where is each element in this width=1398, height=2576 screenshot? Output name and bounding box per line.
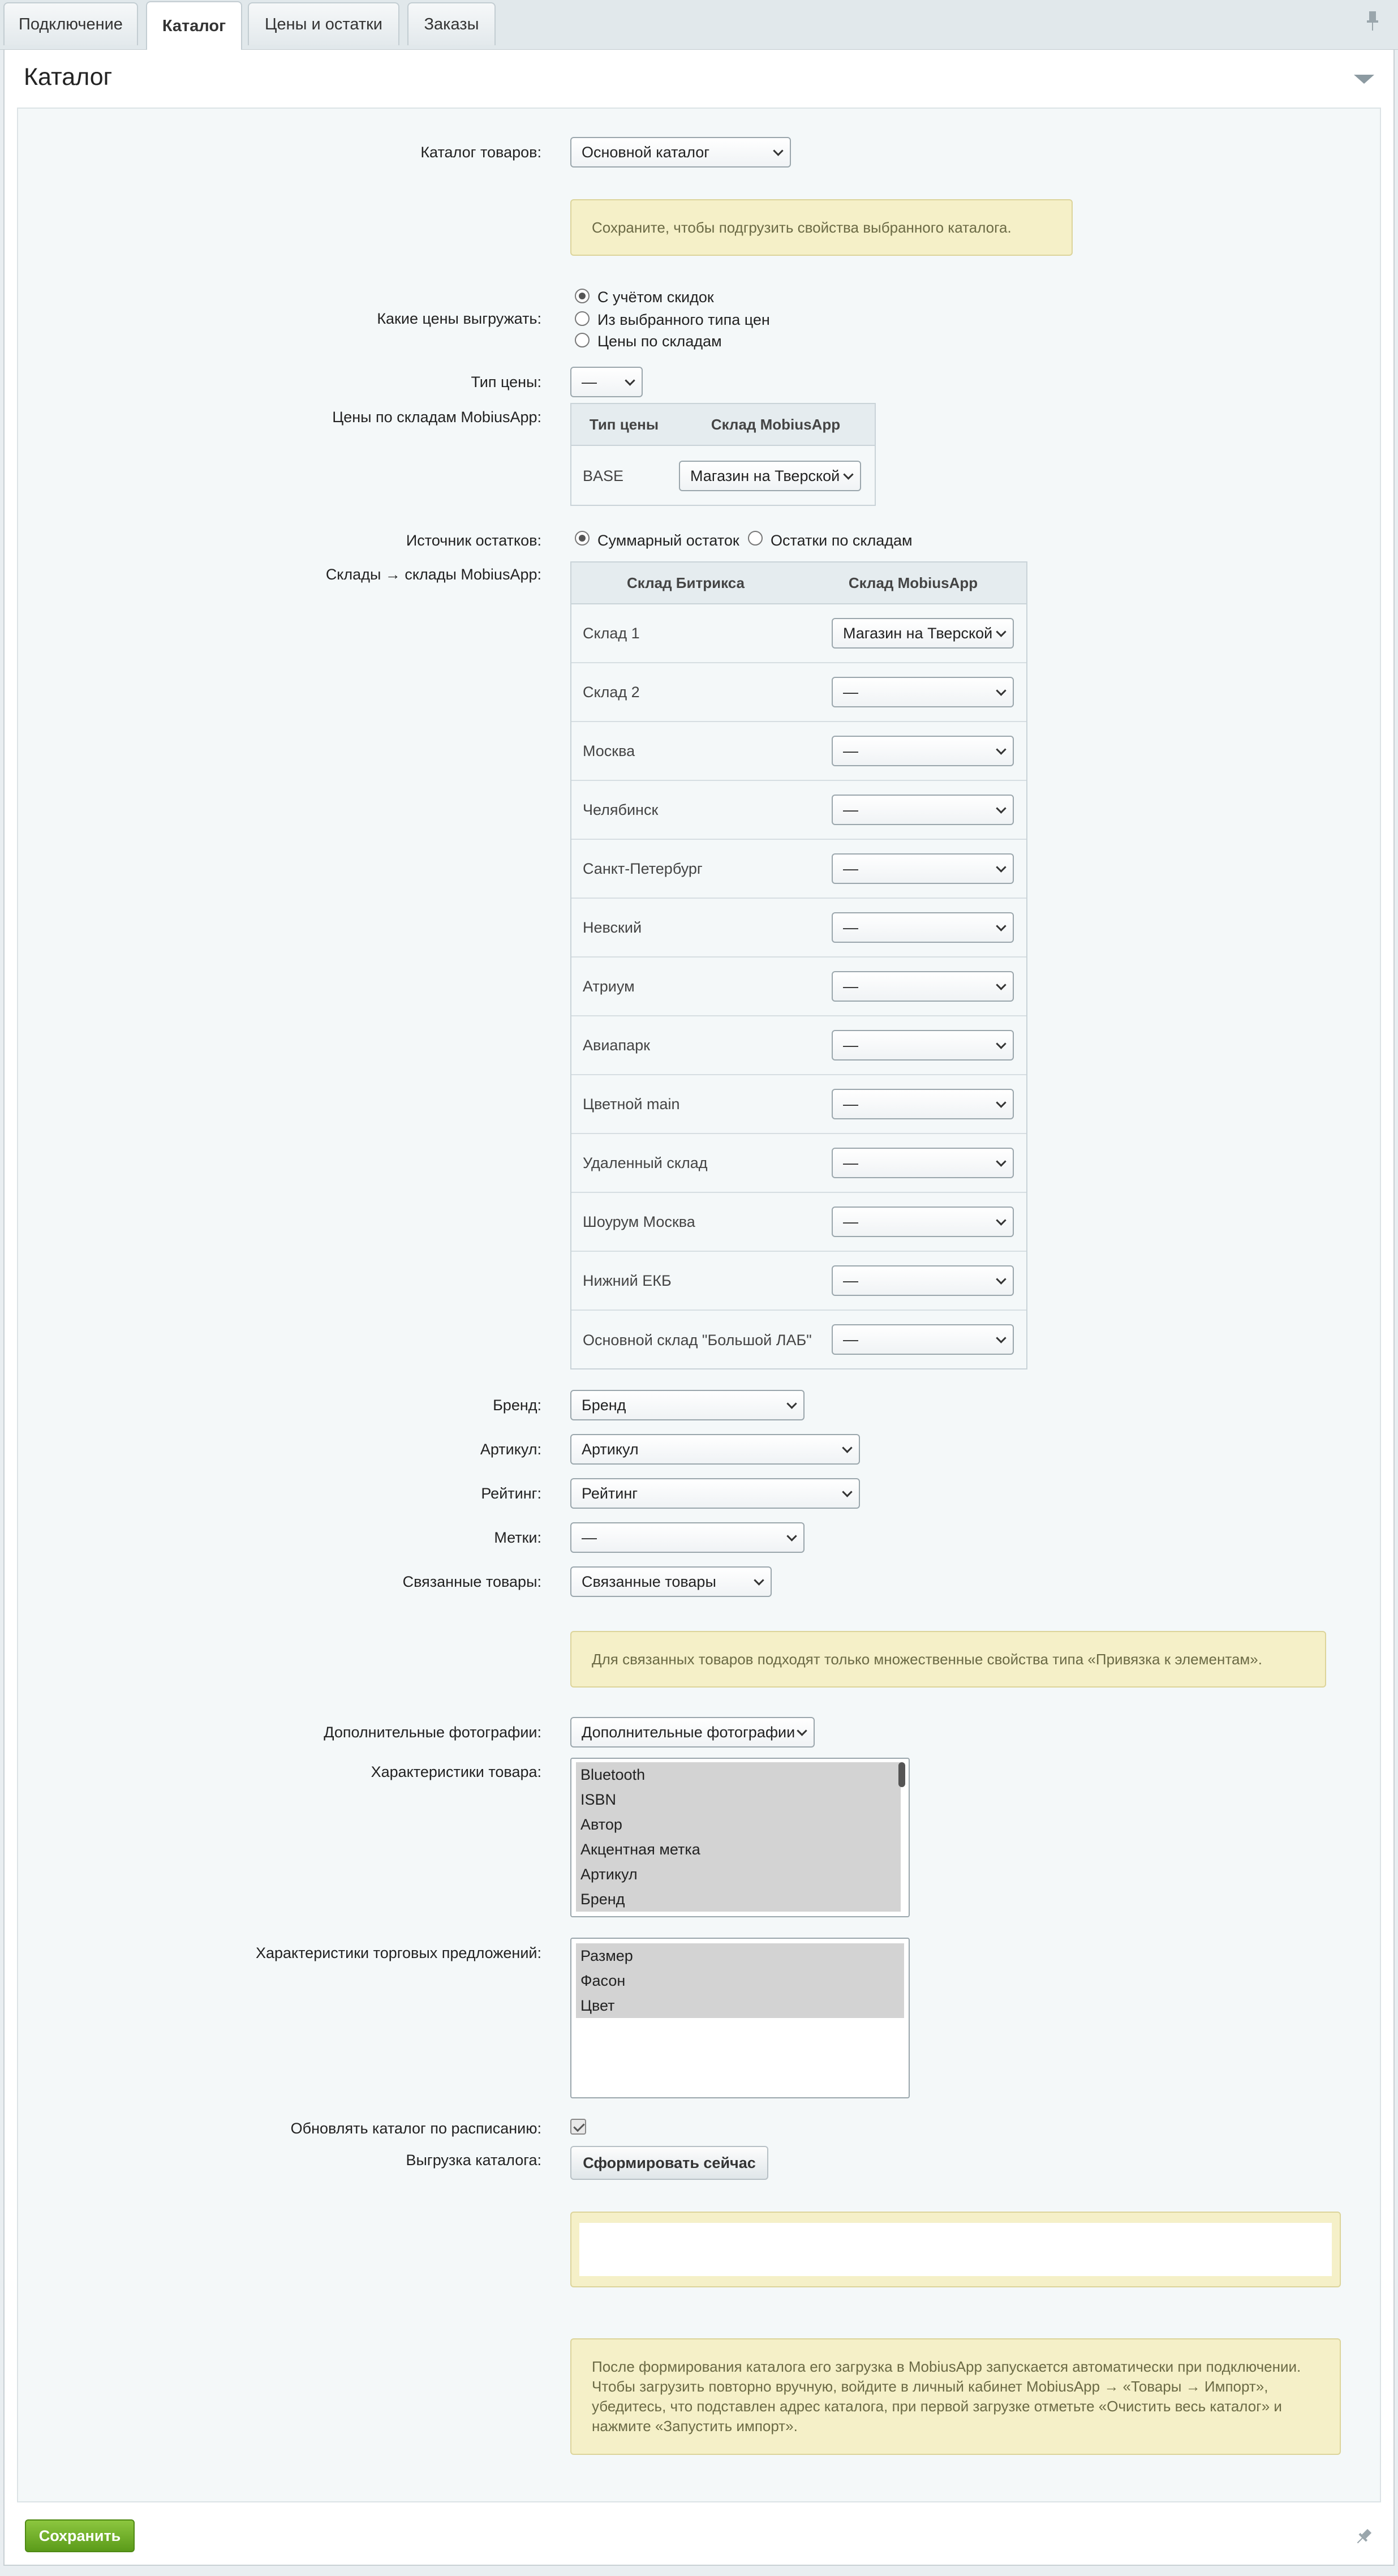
tab-label: Заказы (424, 15, 479, 33)
table-row (571, 958, 1026, 1016)
pin-icon[interactable] (1354, 2527, 1373, 2547)
prices-radio-discount[interactable] (575, 289, 590, 303)
warehouse-name: Удаленный склад (583, 1154, 708, 1171)
warehouse-select[interactable]: — (832, 853, 1014, 884)
column-header: Склад Битрикса (627, 574, 745, 591)
catalog-card (3, 50, 1395, 2566)
prices-option-type: Из выбранного типа цен (597, 311, 770, 328)
settings-panel (17, 108, 1381, 2502)
table-row (571, 604, 1026, 663)
listbox-option[interactable]: Бренд (576, 1887, 901, 1912)
store-prices-table (570, 403, 876, 506)
table-row (571, 1311, 1026, 1369)
catalog-select[interactable]: Основной каталог (570, 137, 791, 168)
stock-radio-total[interactable] (575, 531, 590, 546)
tab-label: Цены и остатки (265, 15, 382, 33)
related-note: Для связанных товаров подходят только множественные свойства типа «Привязка к элементам». (570, 1631, 1326, 1688)
warehouse-name: Склад 1 (583, 624, 640, 642)
related-label: Связанные товары: (402, 1573, 541, 1590)
export-label: Выгрузка каталога: (406, 2152, 541, 2169)
stock-option-total: Суммарный остаток (597, 532, 739, 549)
table-row (571, 446, 875, 506)
prices-radio-type[interactable] (575, 311, 590, 326)
warehouse-name: Авиапарк (583, 1036, 650, 1054)
warehouse-select[interactable]: — (832, 971, 1014, 1002)
warehouse-select[interactable]: — (832, 1089, 1014, 1119)
column-header: Склад MobiusApp (848, 574, 978, 591)
offer-props-listbox[interactable] (570, 1938, 910, 2098)
export-note: После формирования каталога его загрузка в MobiusApp запускается автоматически при подключении. Чтобы загрузить повторно вручную, войдите в личный кабинет MobiusApp → «Товары → Импорт», убедитесь, что подставлен адрес каталога, при первой загрузке отметьте «Очистить весь каталог» и нажмите «Запустить импорт». (570, 2338, 1341, 2455)
catalog-label: Каталог товаров: (420, 144, 541, 161)
warehouse-name: Невский (583, 918, 642, 936)
warehouse-select[interactable]: — (832, 1030, 1014, 1061)
table-row (571, 722, 1026, 781)
tab-orders[interactable] (407, 2, 496, 45)
price-type-select[interactable]: — (570, 367, 643, 397)
store-select[interactable]: Магазин на Тверской (679, 461, 861, 491)
pin-icon[interactable] (1364, 10, 1381, 33)
prices-option-stores: Цены по складам (597, 333, 722, 350)
listbox-option[interactable]: Цвет (576, 1993, 904, 2018)
tab-label: Подключение (19, 15, 123, 33)
stock-source-label: Источник остатков: (406, 532, 541, 549)
table-row (571, 1252, 1026, 1311)
column-header: Склад MobiusApp (711, 415, 841, 433)
warehouse-name: Цветной main (583, 1095, 680, 1113)
warehouse-name: Шоурум Москва (583, 1213, 695, 1230)
generate-now-button[interactable]: Сформировать сейчас (570, 2146, 768, 2180)
tags-label: Метки: (494, 1529, 541, 1546)
rating-label: Рейтинг: (481, 1485, 541, 1502)
warehouse-name: Основной склад "Большой ЛАБ" (583, 1331, 812, 1349)
export-progress (570, 2212, 1341, 2287)
tab-label: Каталог (162, 16, 226, 35)
table-row (571, 1193, 1026, 1252)
brand-label: Бренд: (493, 1397, 541, 1414)
listbox-option[interactable]: Акцентная метка (576, 1837, 901, 1862)
listbox-option[interactable]: Фасон (576, 1968, 904, 1993)
article-label: Артикул: (480, 1441, 541, 1458)
table-row (571, 1075, 1026, 1134)
save-button[interactable]: Сохранить (25, 2519, 135, 2552)
related-select[interactable]: Связанные товары (570, 1566, 772, 1597)
tab-catalog[interactable] (146, 1, 242, 50)
schedule-label: Обновлять каталог по расписанию: (290, 2120, 541, 2137)
warehouse-select[interactable]: — (832, 1207, 1014, 1237)
tab-prices-stock[interactable] (248, 2, 399, 45)
warehouse-name: Склад 2 (583, 683, 640, 701)
warehouse-name: Атриум (583, 977, 635, 995)
warehouses-table (570, 561, 1027, 1369)
page-title: Каталог (24, 63, 113, 91)
warehouse-select[interactable]: Магазин на Тверской (832, 618, 1014, 649)
catalog-note: Сохраните, чтобы подгрузить свойства выбранного каталога. (570, 199, 1073, 256)
prices-radio-stores[interactable] (575, 333, 590, 347)
table-row (571, 781, 1026, 840)
prices-option-discount: С учётом скидок (597, 289, 714, 306)
warehouse-select[interactable]: — (832, 795, 1014, 825)
stock-radio-stores[interactable] (748, 531, 763, 546)
table-row (571, 663, 1026, 722)
tab-bar (0, 0, 1398, 50)
warehouse-name: Москва (583, 742, 635, 759)
scrollbar[interactable] (898, 1762, 905, 1787)
listbox-option[interactable]: ISBN (576, 1787, 901, 1812)
stock-option-stores: Остатки по складам (771, 532, 913, 549)
offer-props-label: Характеристики торговых предложений: (255, 1944, 541, 1961)
warehouse-select[interactable]: — (832, 677, 1014, 707)
product-props-label: Характеристики товара: (371, 1763, 541, 1780)
column-header: Тип цены (589, 415, 659, 433)
tags-select[interactable]: — (570, 1522, 805, 1553)
table-row (571, 1016, 1026, 1075)
collapse-arrow-icon[interactable] (1354, 75, 1374, 84)
table-row (571, 1134, 1026, 1193)
warehouse-name: Санкт-Петербург (583, 860, 703, 877)
table-header (571, 404, 875, 446)
brand-select[interactable]: Бренд (570, 1390, 805, 1420)
photos-label: Дополнительные фотографии: (324, 1724, 541, 1741)
schedule-checkbox[interactable] (570, 2119, 586, 2135)
listbox-option[interactable]: Размер (576, 1943, 904, 1968)
progress-area (579, 2223, 1332, 2276)
product-props-listbox[interactable] (570, 1758, 910, 1917)
photos-select[interactable]: Дополнительные фотографии (570, 1717, 815, 1748)
article-select[interactable]: Артикул (570, 1434, 860, 1465)
rating-select[interactable]: Рейтинг (570, 1478, 860, 1509)
warehouse-select[interactable]: — (832, 1324, 1014, 1355)
store-prices-label: Цены по складам MobiusApp: (332, 409, 541, 426)
warehouse-select[interactable]: — (832, 1265, 1014, 1296)
warehouse-select[interactable]: — (832, 736, 1014, 766)
table-row (571, 840, 1026, 899)
listbox-option[interactable]: Артикул (576, 1862, 901, 1887)
table-row (571, 899, 1026, 958)
prices-label: Какие цены выгружать: (377, 310, 541, 327)
listbox-option[interactable]: Bluetooth (576, 1762, 901, 1787)
tab-connection[interactable] (3, 2, 138, 45)
listbox-option[interactable]: Автор (576, 1812, 901, 1837)
price-type-label: Тип цены: (471, 373, 541, 390)
warehouse-select[interactable]: — (832, 1148, 1014, 1178)
warehouse-name: Нижний ЕКБ (583, 1272, 672, 1289)
warehouses-label: Склады → склады MobiusApp: (325, 566, 541, 583)
price-type-name: BASE (583, 467, 624, 484)
warehouse-name: Челябинск (583, 801, 659, 818)
table-header (571, 563, 1026, 604)
warehouse-select[interactable]: — (832, 912, 1014, 943)
